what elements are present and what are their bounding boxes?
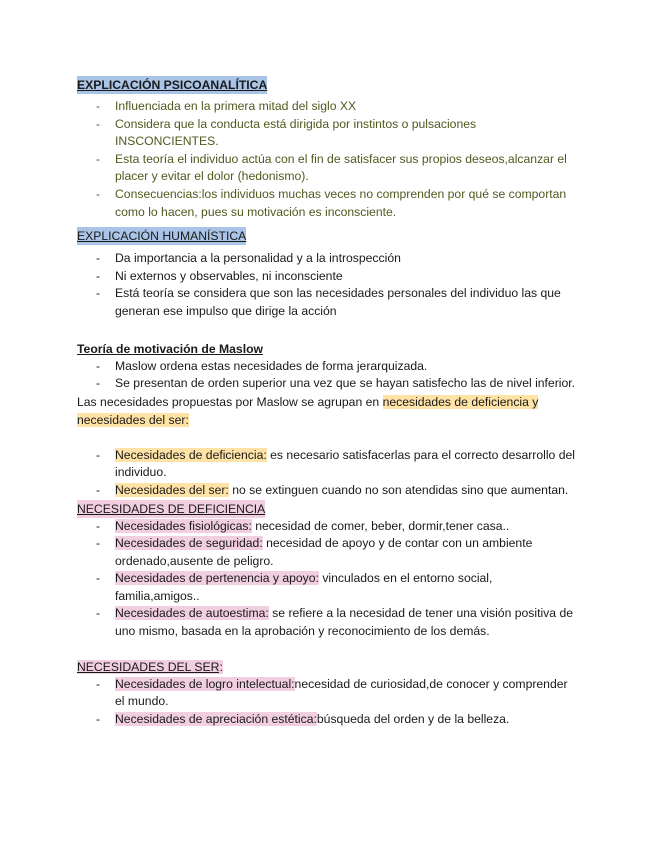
ser-list: [77, 676, 577, 729]
list-item: - Consecuencias:los individuos muchas veces no comprenden por qué se comportan como lo hacen, pues su motivación es inconsciente.: [77, 186, 577, 221]
term-description: no se extinguen cuando no son atendidas sino que aumentan.: [228, 482, 569, 497]
term-description: necesidad de comer, beber, dormir,tener casa..: [251, 518, 510, 533]
term-highlight: Necesidades de apreciación estética:: [115, 711, 317, 726]
heading-maslow: Teoría de motivación de Maslow: [77, 341, 264, 356]
term-description: se refiere a la necesidad de tener una visión positiva de uno mismo, basada en la aprobación y reconocimiento de los demás.: [115, 606, 573, 639]
term-description: búsqueda del orden y de la belleza.: [316, 711, 510, 726]
humanistica-list: [77, 250, 577, 320]
term-description: necesidad de curiosidad,de conocer y comprender el mundo.: [115, 676, 568, 709]
term-description: es necesario satisfacerlas para el correcto desarrollo del individuo.: [115, 447, 575, 480]
list-item: [77, 570, 577, 605]
term-highlight: Necesidades del ser:: [115, 482, 229, 497]
section-humanistica: [77, 227, 577, 320]
heading-ser-wrapper: [77, 658, 223, 676]
term-highlight: Necesidades de pertenencia y apoyo:: [115, 571, 319, 586]
deficiencia-list: [77, 518, 577, 641]
section-ser: [77, 658, 577, 729]
list-item: - Esta teoría el individuo actúa con el fin de satisfacer sus propios deseos,alcanzar el placer y evitar el dolor (hedonismo).: [77, 151, 577, 186]
list-item: - Influenciada en la primera mitad del siglo XX: [77, 98, 577, 116]
list-item: - Considera que la conducta está dirigida por instintos o pulsaciones INSCONCIENTES.: [77, 116, 577, 151]
heading-ser-colon: :: [219, 659, 223, 674]
list-item: [77, 447, 577, 482]
maslow-list: [77, 358, 577, 393]
term-description: vinculados en el entorno social, familia,amigos..: [115, 571, 493, 603]
list-item: [77, 605, 577, 640]
list-item: [77, 535, 577, 570]
heading-psicoanalitica: EXPLICACIÓN PSICOANALÍTICA: [77, 78, 268, 92]
psicoanalitica-list: [77, 98, 577, 221]
list-item: - Ni externos y observables, ni inconsciente: [77, 268, 577, 286]
list-item: [77, 676, 577, 711]
document-page: [77, 76, 577, 728]
term-highlight: Necesidades de logro intelectual:: [115, 676, 295, 691]
section-deficiencia: [77, 500, 577, 641]
term-description: necesidad de apoyo y de contar con un ambiente ordenado,ausente de peligro.: [115, 536, 533, 568]
list-item: - Se presentan de orden superior una vez que se hayan satisfecho las de nivel inferior.: [77, 375, 577, 393]
list-item: [77, 518, 577, 536]
heading-deficiencia: NECESIDADES DE DEFICIENCIA: [77, 501, 266, 516]
paragraph-text: Las necesidades propuestas por Maslow se agrupan en: [77, 394, 383, 409]
heading-humanistica: EXPLICACIÓN HUMANÍSTICA: [77, 229, 247, 244]
section-psicoanalitica: [77, 76, 577, 221]
list-item: - Maslow ordena estas necesidades de forma jerarquizada.: [77, 358, 577, 376]
term-highlight: Necesidades de deficiencia:: [115, 447, 267, 462]
term-highlight: Necesidades de seguridad:: [115, 536, 263, 551]
term-highlight: Necesidades fisiológicas:: [115, 518, 252, 533]
list-item: [77, 482, 577, 500]
heading-ser: NECESIDADES DEL SER: [77, 659, 220, 674]
list-item: [77, 711, 577, 729]
term-highlight: Necesidades de autoestima:: [115, 606, 269, 621]
list-item: - Da importancia a la personalidad y a la introspección: [77, 250, 577, 268]
list-item: - Está teoría se considera que son las necesidades personales del individuo las que generan ese impulso que dirige la acción: [77, 285, 577, 320]
paragraph-highlight: necesidades de deficiencia y necesidades del ser:: [77, 394, 539, 427]
maslow-types-list: [77, 447, 577, 500]
maslow-paragraph: [77, 393, 577, 429]
section-maslow: [77, 340, 577, 500]
